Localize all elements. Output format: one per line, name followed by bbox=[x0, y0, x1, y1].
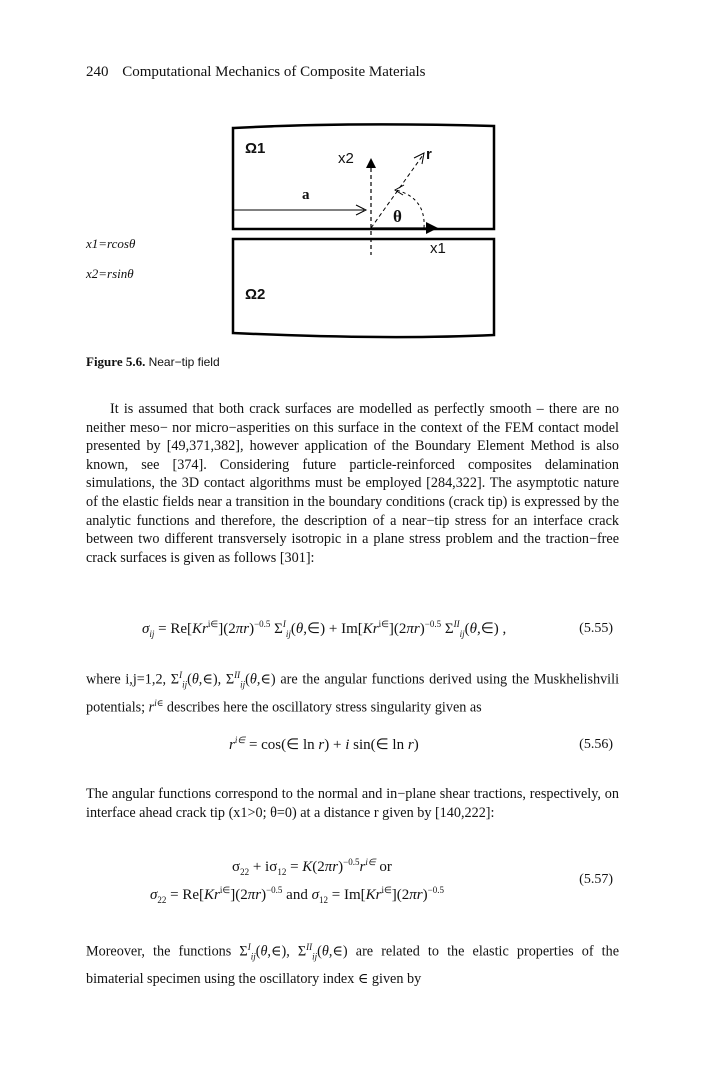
paragraph-2: where i,j=1,2, $\Sigma^I_{ij}(\theta,\in)$, $\Sigma^{II}_{ij}(\theta,\in)$ are the angular functions derived using the Muskhelishvili potentials; $r^{i\in}$ describes here the oscillatory stress singularity given as bbox=[86, 670, 620, 716]
figure-caption bbox=[86, 354, 220, 370]
caption-text: Near−tip field bbox=[148, 355, 220, 369]
equation-5-55: $\sigma_{ij} = Re[Kr^{i\in}](2\pi r)^{-0.5}$ $\Sigma^I_{ij}(\theta,\in) + Im[Kr^{i\in}](2\pi r)^{-0.5}$ $\Sigma^{II}_{ij}(\theta,\in)$ , bbox=[142, 619, 507, 639]
x2-equation: x2=rsinθ bbox=[86, 266, 134, 281]
paragraph-2-start: where i,j=1,2, bbox=[86, 671, 167, 688]
caption-label: Figure 5.6. bbox=[86, 354, 146, 369]
paragraph-3: The angular functions correspond to the normal and in−plane shear tractions, respectively, on interface ahead crack tip (x1>0; θ=0) at a distance r given by [140,222]: bbox=[86, 786, 619, 821]
theta-label: θ bbox=[393, 207, 402, 226]
equation-number-5-56: (5.56) bbox=[579, 737, 613, 752]
a-label: a bbox=[302, 187, 310, 203]
page-number: 240 bbox=[86, 64, 109, 80]
paragraph-2-end: describes here the oscillatory stress singularity given as bbox=[166, 699, 482, 716]
omega2-label: Ω2 bbox=[245, 286, 266, 303]
omega1-label: Ω1 bbox=[245, 140, 266, 157]
book-title: Computational Mechanics of Composite Materials bbox=[122, 64, 426, 80]
x2-axis-label: x2 bbox=[338, 150, 354, 167]
x1-axis-label: x1 bbox=[430, 240, 446, 257]
r-label: r bbox=[426, 146, 432, 163]
x1-equation: x1=rcosθ bbox=[86, 236, 136, 251]
equation-5-56: $r^{i\in}$ = cos(∈ ln r) + i sin(∈ ln r) bbox=[229, 735, 419, 753]
equation-5-57-line-2: $\sigma_{22} = Re[Kr^{i\in}](2\pi r)^{-0.5}$ and $\sigma_{12} = Im[Kr^{i\in}](2\pi r)^{-0.5}$ bbox=[150, 885, 444, 905]
near-tip-field-figure bbox=[86, 118, 621, 358]
paragraph-4: Moreover, the functions $\Sigma^I_{ij}(\theta,\in)$, $\Sigma^{II}_{ij}(\theta,\in)$ are related to the elastic properties of the bimaterial specimen using the oscillatory index ∈ given by bbox=[86, 942, 620, 987]
equation-or: or bbox=[379, 859, 392, 875]
running-header bbox=[86, 64, 426, 81]
equation-5-57-line-1: $\sigma_{22} + i\sigma_{12} = K(2\pi r)^{-0.5}r^{i\in}$ or bbox=[232, 857, 392, 877]
lower-body bbox=[233, 239, 494, 337]
paragraph-1: It is assumed that both crack surfaces are modelled as perfectly smooth – there are no neither meso− nor micro−asperities on this surface in the context of the FEM contact model presented by [49,371,382], however application of the Boundary Element Method is also known, see [374]. Considering future particle-reinforced composites delamination simulations, the 3D contact algorithms must be employed [284,322]. The asymptotic nature of the elastic fields near a transition in the boundary conditions (crack tip) is expressed by the analytic functions and therefore, the description of a near−tip stress for an interface crack between two different transversely isotropic in a plane stress problem and the traction−free crack surfaces is given as follows [301]: bbox=[86, 401, 619, 566]
equation-number-5-57: (5.57) bbox=[579, 872, 613, 887]
equation-and: and bbox=[286, 887, 308, 903]
upper-body bbox=[233, 124, 494, 229]
paragraph-2-middle: are the angular functions derived using the Muskhelishvili potentials; bbox=[86, 671, 620, 716]
paragraph-4-end: are related to the elastic properties of the bimaterial specimen using the oscillatory index ∈ given by bbox=[86, 943, 620, 987]
paragraph-4-start: Moreover, the functions bbox=[86, 943, 232, 960]
equation-number-5-55: (5.55) bbox=[579, 621, 613, 636]
